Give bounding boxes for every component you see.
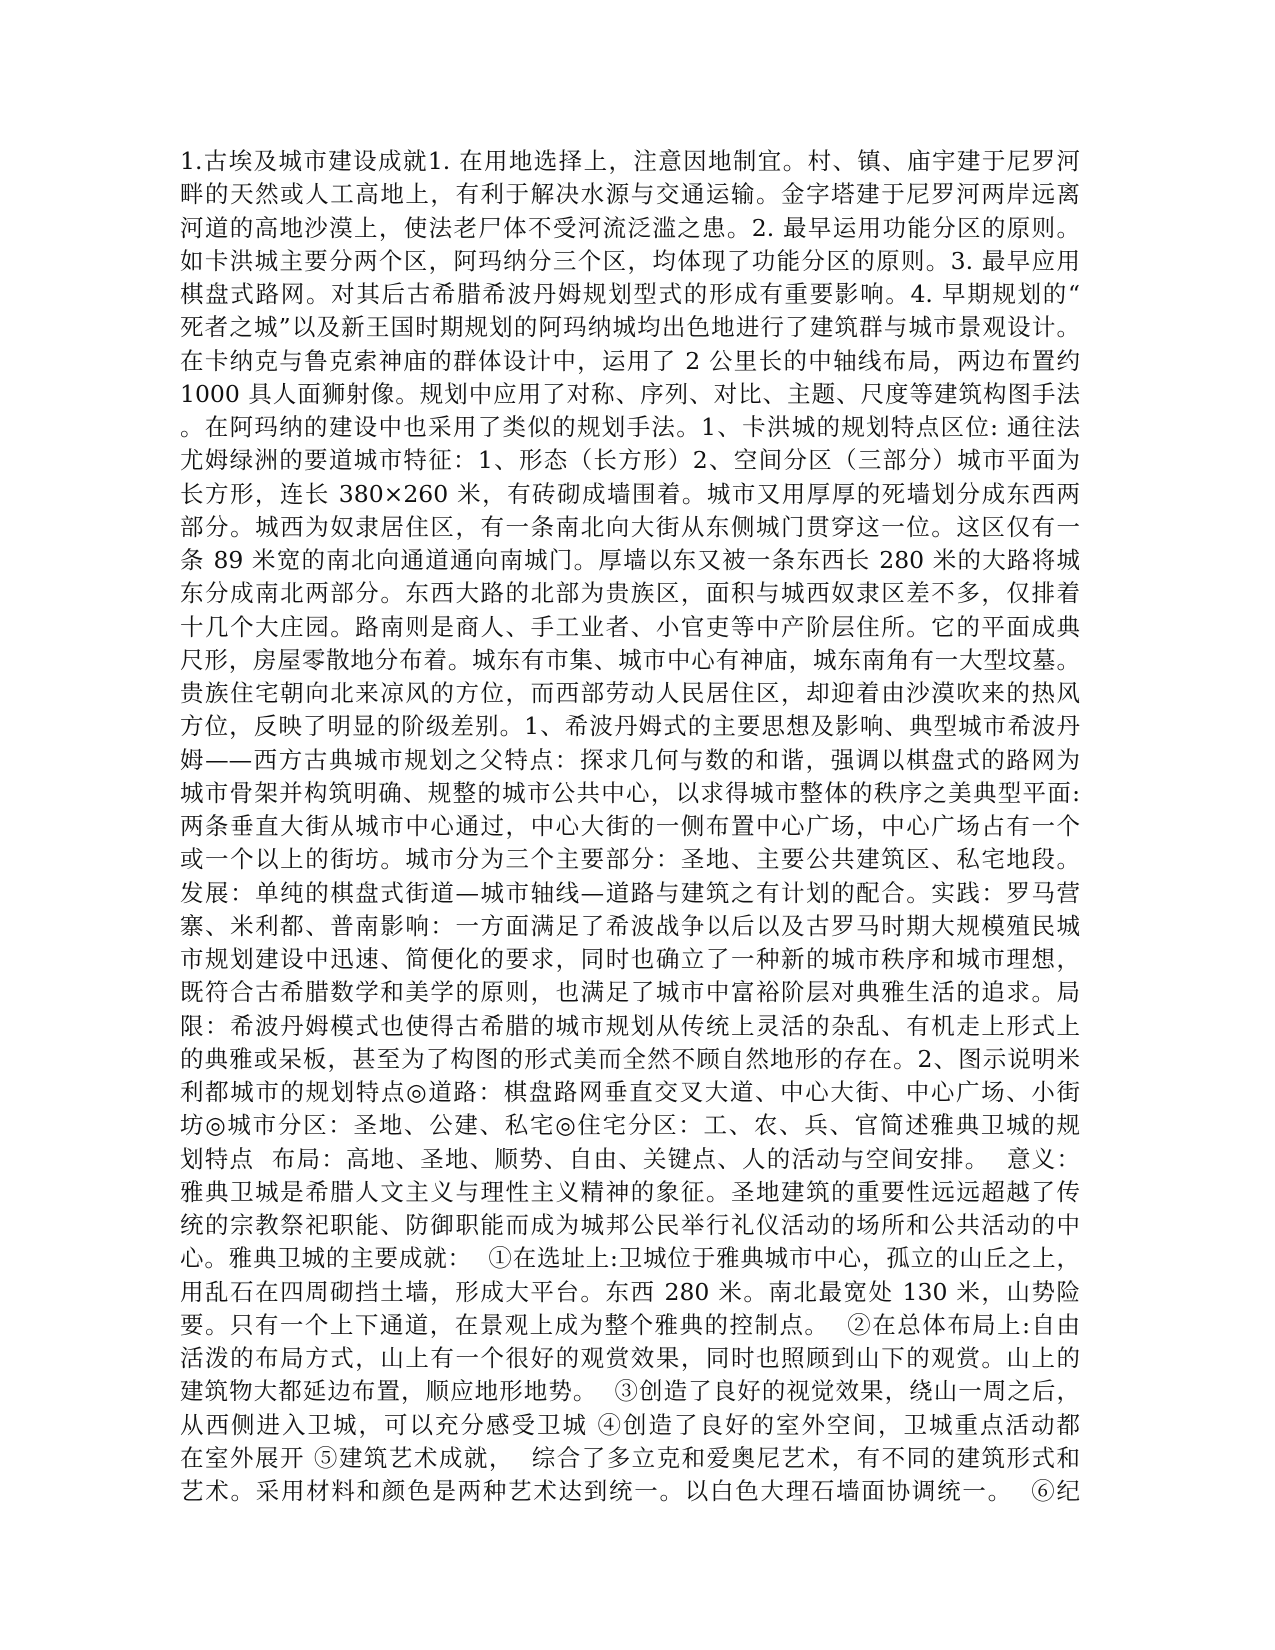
text-line: 寨、米利都、普南影响：一方面满足了希波战争以后以及古罗马时期大规模殖民城 — [180, 911, 1080, 940]
text-line: 1.古埃及城市建设成就1. 在用地选择上，注意因地制宜。村、镇、庙宇建于尼罗河 — [180, 147, 1080, 175]
text-line: 河道的高地沙漠上，使法老尸体不受河流泛滥之患。2. 最早运用功能分区的原则。 — [180, 213, 1080, 242]
text-line: 用乱石在四周砌挡土墙，形成大平台。东西 280 米。南北最宽处 130 米，山势险 — [180, 1277, 1080, 1306]
text-line: 棋盘式路网。对其后古希腊希波丹姆规划型式的形成有重要影响。4. 早期规划的“ — [180, 280, 1080, 308]
text-line: 死者之城”以及新王国时期规划的阿玛纳城均出色地进行了建筑群与城市景观设计。 — [180, 313, 1080, 342]
text-line: 既符合古希腊数学和美学的原则，也满足了城市中富裕阶层对典雅生活的追求。局 — [180, 978, 1080, 1007]
text-line: 在卡纳克与鲁克索神庙的群体设计中，运用了 2 公里长的中轴线布局，两边布置约 — [180, 346, 1080, 375]
text-line: 坊◎城市分区：圣地、公建、私宅◎住宅分区：工、农、兵、官简述雅典卫城的规 — [180, 1111, 1080, 1140]
text-line: 1000 具人面狮射像。规划中应用了对称、序列、对比、主题、尺度等建筑构图手法 — [180, 379, 1080, 408]
text-line: 活泼的布局方式，山上有一个很好的观赏效果，同时也照顾到山下的观赏。山上的 — [180, 1344, 1080, 1372]
text-line: 限：希波丹姆模式也使得古希腊的城市规划从传统上灵活的杂乱、有机走上形式上 — [180, 1011, 1080, 1040]
text-line: 贵族住宅朝向北来凉风的方位，而西部劳动人民居住区，却迎着由沙漠吹来的热风 — [180, 679, 1080, 707]
body-text — [180, 145, 1080, 1508]
text-line: 如卡洪城主要分两个区，阿玛纳分三个区，均体现了功能分区的原则。3. 最早应用 — [180, 246, 1080, 275]
text-line: 。在阿玛纳的建设中也采用了类似的规划手法。1、卡洪城的规划特点区位: 通往法 — [180, 413, 1080, 441]
text-line: 划特点 布局：高地、圣地、顺势、自由、关键点、人的活动与空间安排。 意义： — [180, 1144, 1080, 1173]
text-line: 长方形，连长 380×260 米，有砖砌成墙围着。城市又用厚厚的死墙划分成东西两 — [180, 479, 1080, 508]
text-line: 尺形，房屋零散地分布着。城东有市集、城市中心有神庙，城东南角有一大型坟墓。 — [180, 645, 1080, 674]
text-line: 心。雅典卫城的主要成就： ①在选址上:卫城位于雅典城市中心，孤立的山丘之上， — [180, 1244, 1080, 1273]
text-line: 两条垂直大街从城市中心通过，中心大街的一侧布置中心广场，中心广场占有一个 — [180, 812, 1080, 840]
text-line: 要。只有一个上下通道，在景观上成为整个雅典的控制点。 ②在总体布局上:自由 — [180, 1310, 1080, 1339]
text-line: 十几个大庄园。路南则是商人、手工业者、小官吏等中产阶层住所。它的平面成典 — [180, 612, 1080, 641]
text-line: 畔的天然或人工高地上，有利于解决水源与交通运输。金字塔建于尼罗河两岸远离 — [180, 180, 1080, 209]
text-line: 尤姆绿洲的要道城市特征：1、形态（长方形）2、空间分区（三部分）城市平面为 — [180, 446, 1080, 475]
text-line: 部分。城西为奴隶居住区，有一条南北向大街从东侧城门贯穿这一位。这区仅有一 — [180, 512, 1080, 541]
text-line: 的典雅或呆板，甚至为了构图的形式美而全然不顾自然地形的存在。2、图示说明米 — [180, 1044, 1080, 1073]
text-line: 姆——西方古典城市规划之父特点：探求几何与数的和谐，强调以棋盘式的路网为 — [180, 745, 1080, 774]
text-line: 或一个以上的街坊。城市分为三个主要部分：圣地、主要公共建筑区、私宅地段。 — [180, 845, 1080, 874]
text-line: 从西侧进入卫城，可以充分感受卫城 ④创造了良好的室外空间，卫城重点活动都 — [180, 1410, 1080, 1439]
text-line: 条 89 米宽的南北向通道通向南城门。厚墙以东又被一条东西长 280 米的大路将城 — [180, 546, 1080, 574]
text-line: 方位，反映了明显的阶级差别。1、希波丹姆式的主要思想及影响、典型城市希波丹 — [180, 712, 1080, 741]
text-line: 发展：单纯的棋盘式街道—城市轴线—道路与建筑之有计划的配合。实践：罗马营 — [180, 878, 1080, 907]
text-line: 雅典卫城是希腊人文主义与理性主义精神的象征。圣地建筑的重要性远远超越了传 — [180, 1177, 1080, 1206]
text-line: 艺术。采用材料和颜色是两种艺术达到统一。以白色大理石墙面协调统一。 ⑥纪 — [180, 1477, 1080, 1505]
text-line: 在室外展开 ⑤建筑艺术成就， 综合了多立克和爱奥尼艺术，有不同的建筑形式和 — [180, 1443, 1080, 1472]
text-line: 城市骨架并构筑明确、规整的城市公共中心，以求得城市整体的秩序之美典型平面: — [180, 778, 1080, 807]
text-line: 东分成南北两部分。东西大路的北部为贵族区，面积与城西奴隶区差不多，仅排着 — [180, 579, 1080, 608]
text-line: 市规划建设中迅速、简便化的要求，同时也确立了一种新的城市秩序和城市理想， — [180, 945, 1080, 973]
text-line: 统的宗教祭祀职能、防御职能而成为城邦公民举行礼仪活动的场所和公共活动的中 — [180, 1211, 1080, 1239]
text-line: 利都城市的规划特点◎道路：棋盘路网垂直交叉大道、中心大街、中心广场、小街 — [180, 1078, 1080, 1106]
text-line: 建筑物大都延边布置，顺应地形地势。 ③创造了良好的视觉效果，绕山一周之后， — [180, 1377, 1080, 1406]
